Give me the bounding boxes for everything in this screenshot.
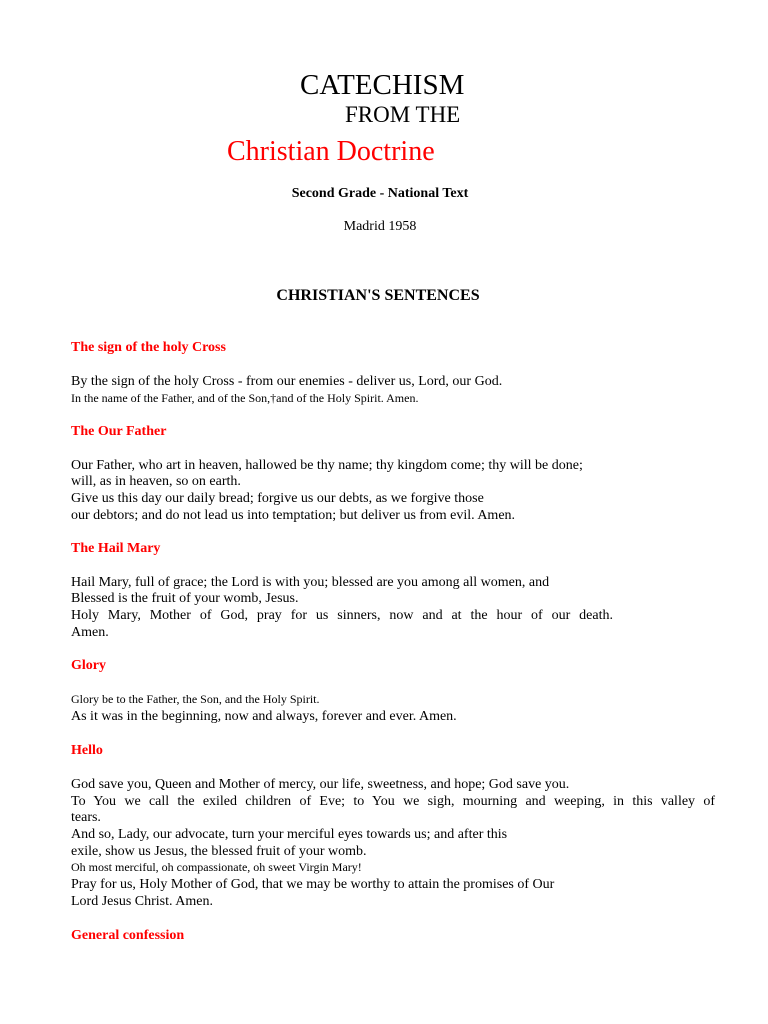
prayer-line: To You we call the exiled children of Eve; to You we sigh, mourning and weeping, in this valley of (71, 794, 715, 809)
prayer-heading: Hello (71, 743, 103, 758)
prayer-line: will, as in heaven, so on earth. (71, 474, 241, 489)
prayer-line: As it was in the beginning, now and always, forever and ever. Amen. (71, 709, 457, 724)
prayer-heading: General confession (71, 928, 185, 943)
prayer-line: Lord Jesus Christ. Amen. (71, 894, 213, 909)
prayer-heading: The Hail Mary (71, 541, 161, 556)
prayer-line: exile, show us Jesus, the blessed fruit of your womb. (71, 844, 367, 859)
subtitle: Second Grade - National Text (291, 186, 469, 201)
prayer-line: And so, Lady, our advocate, turn your merciful eyes towards us; and after this (71, 827, 508, 842)
title-line-1: CATECHISM (300, 69, 465, 101)
prayer-line: Hail Mary, full of grace; the Lord is with you; blessed are you among all women, and (71, 575, 550, 590)
prayer-heading: The Our Father (71, 424, 167, 439)
prayer-line: tears. (71, 810, 101, 825)
prayer-line: God save you, Queen and Mother of mercy, our life, sweetness, and hope; God save you. (71, 777, 570, 792)
prayer-line: our debtors; and do not lead us into temptation; but deliver us from evil. Amen. (71, 508, 516, 523)
prayer-line: By the sign of the holy Cross - from our enemies - deliver us, Lord, our God. (71, 374, 503, 389)
prayer-line: Our Father, who art in heaven, hallowed be thy name; thy kingdom come; thy will be done; (71, 458, 583, 473)
prayer-line: Blessed is the fruit of your womb, Jesus. (71, 591, 299, 606)
prayer-line: Oh most merciful, oh compassionate, oh sweet Virgin Mary! (71, 860, 362, 874)
prayer-line: Pray for us, Holy Mother of God, that we may be worthy to attain the promises of Our (71, 877, 555, 892)
edition: Madrid 1958 (343, 219, 417, 234)
prayer-line: In the name of the Father, and of the Son,†and of the Holy Spirit. Amen. (71, 391, 419, 405)
prayer-line: Holy Mary, Mother of God, pray for us sinners, now and at the hour of our death. (71, 608, 613, 623)
prayer-line: Give us this day our daily bread; forgive us our debts, as we forgive those (71, 491, 484, 506)
prayer-line: Amen. (71, 625, 109, 640)
section-title: CHRISTIAN'S SENTENCES (276, 287, 480, 304)
prayer-heading: Glory (71, 658, 106, 673)
prayer-line: Glory be to the Father, the Son, and the Holy Spirit. (71, 692, 320, 706)
title-line-3: Christian Doctrine (227, 136, 435, 167)
title-line-2: FROM THE (345, 102, 461, 127)
prayer-heading: The sign of the holy Cross (71, 340, 226, 355)
